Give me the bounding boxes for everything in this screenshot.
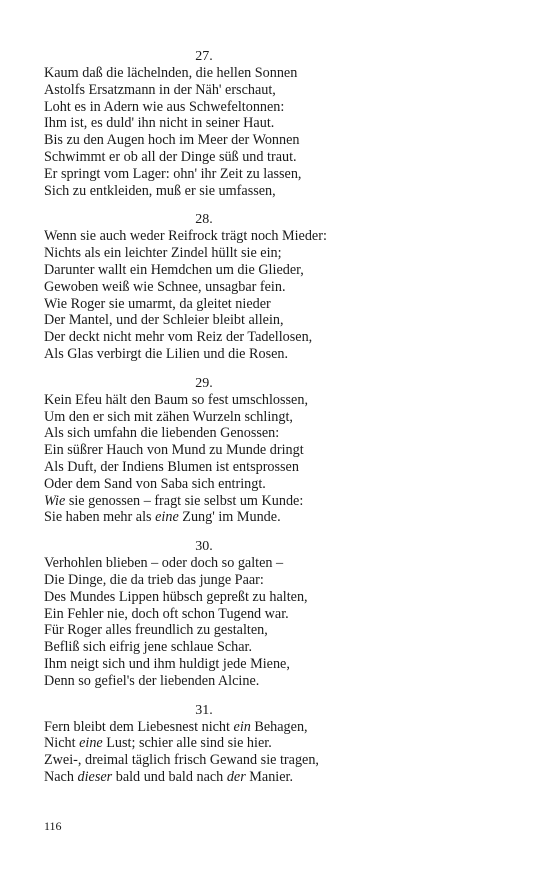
verse-line [44,493,364,510]
verse-line [44,115,364,132]
stanza [44,702,364,786]
stanza-number: 28. [195,212,213,228]
verse-line [44,65,364,82]
line-text: Wenn sie auch weder Reifrock trägt noch Mieder: [44,228,327,245]
verse-line [44,166,364,183]
line-text: Die Dinge, die da trieb das junge Paar: [44,571,264,588]
line-text: Als sich umfahn die liebenden Genossen: [44,425,280,442]
emphasized-word: ein [233,718,251,735]
verse-line [44,262,364,279]
line-text: Fern bleibt dem Liebesnest nicht [44,718,234,735]
verse-line [44,409,364,426]
verse-line [44,639,364,656]
verse-line [44,442,364,459]
verse-line [44,673,364,690]
line-text: Verhohlen blieben – oder doch so galten – [44,555,284,572]
verse-line [44,279,364,296]
verse-line [44,99,364,116]
line-text: Darunter wallt ein Hemdchen um die Glieder, [44,261,304,278]
verse-line [44,132,364,149]
poem-page [44,48,364,798]
verse-line [44,509,364,526]
page-number: 116 [44,819,62,833]
verse-line [44,476,364,493]
line-text: Als Duft, der Indiens Blumen ist entsprossen [44,458,299,475]
line-text: Nichts als ein leichter Zindel hüllt sie ein; [44,245,282,262]
line-text: Der Mantel, und der Schleier bleibt allein, [44,312,284,329]
line-text: Er springt vom Lager: ohn' ihr Zeit zu lassen, [44,165,302,182]
line-text: Sich zu entkleiden, muß er sie umfassen, [44,182,276,199]
emphasized-word: eine [79,735,103,752]
verse-line [44,82,364,99]
verse-line [44,719,364,736]
verse-line [44,572,364,589]
verse-line [44,656,364,673]
verse-line [44,296,364,313]
line-text: Lust; schier alle sind sie hier. [102,735,272,752]
line-text: Zung' im Munde. [178,509,281,526]
stanza [44,48,364,199]
line-text: Bis zu den Augen hoch im Meer der Wonnen [44,132,300,149]
verse-line [44,555,364,572]
line-text: Für Roger alles freundlich zu gestalten, [44,622,268,639]
emphasized-word: eine [155,509,179,526]
line-text: Oder dem Sand von Saba sich entringt. [44,475,266,492]
line-text: Denn so gefiel's der liebenden Alcine. [44,672,260,689]
line-text: Schwimmt er ob all der Dinge süß und traut. [44,148,297,165]
stanza [44,538,364,689]
line-text: Ein Fehler nie, doch oft schon Tugend war. [44,605,289,622]
verse-line [44,606,364,623]
line-text: Gewoben weiß wie Schnee, unsagbar fein. [44,278,286,295]
line-text: Astolfs Ersatzmann in der Näh' erschaut, [44,81,276,98]
verse-line [44,183,364,200]
verse-line [44,312,364,329]
stanza [44,211,364,362]
verse-line [44,752,364,769]
stanza-number: 31. [195,702,213,718]
line-text: Nicht [44,735,80,752]
line-text: Sie haben mehr als [44,509,156,526]
stanza [44,375,364,526]
line-text: Kaum daß die lächelnden, die hellen Sonnen [44,65,298,81]
stanza-number: 29. [195,375,213,391]
line-text: Befliß sich eifrig jene schlaue Schar. [44,639,253,656]
verse-line [44,228,364,245]
stanza-number: 30. [195,539,213,555]
stanza-number: 27. [195,49,213,64]
line-text: bald und bald nach [112,768,227,785]
verse-line [44,392,364,409]
verse-line [44,245,364,262]
verse-line [44,589,364,606]
line-text: Als Glas verbirgt die Lilien und die Rosen. [44,345,289,362]
verse-line [44,622,364,639]
line-text: Zwei-, dreimal täglich frisch Gewand sie tragen, [44,752,319,769]
line-text: Der deckt nicht mehr vom Reiz der Tadellosen, [44,329,313,346]
emphasized-word: dieser [77,768,113,785]
verse-line [44,425,364,442]
line-text: Manier. [245,768,294,785]
line-text: Ihm ist, es duld' ihn nicht in seiner Haut. [44,115,275,132]
line-text: Ihm neigt sich und ihm huldigt jede Miene, [44,655,290,672]
line-text: Nach [44,768,78,785]
line-text: Des Mundes Lippen hübsch gepreßt zu halten, [44,588,308,605]
emphasized-word: Wie [44,492,66,509]
line-text: Wie Roger sie umarmt, da gleitet nieder [44,295,271,312]
verse-line [44,735,364,752]
line-text: sie genossen – fragt sie selbst um Kunde: [65,492,304,509]
line-text: Behagen, [250,718,308,735]
line-text: Um den er sich mit zähen Wurzeln schlingt, [44,408,293,425]
verse-line [44,329,364,346]
verse-line [44,459,364,476]
verse-line [44,769,364,786]
line-text: Kein Efeu hält den Baum so fest umschlossen, [44,391,308,408]
verse-line [44,346,364,363]
emphasized-word: der [226,768,246,785]
verse-line [44,149,364,166]
line-text: Ein süßrer Hauch von Mund zu Munde dringt [44,442,304,459]
line-text: Loht es in Adern wie aus Schwefeltonnen: [44,98,285,115]
